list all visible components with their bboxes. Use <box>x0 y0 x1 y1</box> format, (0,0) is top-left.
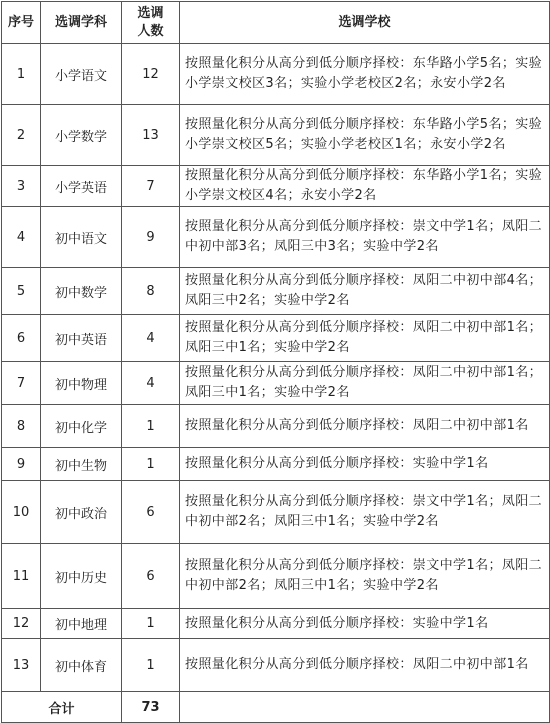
total-row <box>2 692 550 723</box>
row-index: 7 <box>2 362 41 405</box>
row-count: 1 <box>122 405 180 448</box>
row-index: 9 <box>2 448 41 481</box>
row-index: 6 <box>2 315 41 362</box>
row-count: 12 <box>122 44 180 105</box>
header-count <box>122 2 180 44</box>
header-schools: 选调学校 <box>180 2 550 44</box>
row-subject: 初中政治 <box>41 481 122 544</box>
table-row <box>2 362 550 405</box>
row-schools: 按照量化积分从高分到低分顺序择校：凤阳二中初中部4名；凤阳三中2名；实验中学2名 <box>180 268 550 315</box>
row-count: 9 <box>122 207 180 268</box>
row-schools: 按照量化积分从高分到低分顺序择校：东华路小学5名；实验小学崇文校区5名；实验小学老校区1名；永安小学2名 <box>180 105 550 166</box>
row-schools: 按照量化积分从高分到低分顺序择校：崇文中学1名；凤阳二中初中部2名；凤阳三中1名；实验中学2名 <box>180 481 550 544</box>
row-schools: 按照量化积分从高分到低分顺序择校：崇文中学1名；凤阳二中初中部2名；凤阳三中1名；实验中学2名 <box>180 544 550 609</box>
table-row <box>2 639 550 692</box>
row-subject: 初中英语 <box>41 315 122 362</box>
row-index: 10 <box>2 481 41 544</box>
row-count: 1 <box>122 448 180 481</box>
row-index: 4 <box>2 207 41 268</box>
row-subject: 初中化学 <box>41 405 122 448</box>
header-count-line2: 人数 <box>137 23 164 39</box>
row-subject: 小学语文 <box>41 44 122 105</box>
row-index: 3 <box>2 166 41 207</box>
total-empty-cell <box>180 692 550 723</box>
row-schools: 按照量化积分从高分到低分顺序择校：凤阳二中初中部1名；凤阳三中1名；实验中学2名 <box>180 362 550 405</box>
header-index: 序号 <box>2 2 41 44</box>
row-count: 8 <box>122 268 180 315</box>
table-row <box>2 166 550 207</box>
row-count: 1 <box>122 639 180 692</box>
row-count: 4 <box>122 362 180 405</box>
row-count: 6 <box>122 481 180 544</box>
row-count: 4 <box>122 315 180 362</box>
row-schools: 按照量化积分从高分到低分顺序择校：东华路小学1名；实验小学崇文校区4名；永安小学2名 <box>180 166 550 207</box>
selection-table <box>1 1 550 723</box>
row-subject: 小学英语 <box>41 166 122 207</box>
table-row <box>2 405 550 448</box>
row-subject: 初中物理 <box>41 362 122 405</box>
table-row <box>2 105 550 166</box>
table-row <box>2 44 550 105</box>
row-schools: 按照量化积分从高分到低分顺序择校：凤阳二中初中部1名 <box>180 639 550 692</box>
table-row <box>2 544 550 609</box>
row-count: 13 <box>122 105 180 166</box>
table-row <box>2 481 550 544</box>
row-count: 7 <box>122 166 180 207</box>
header-row <box>2 2 550 44</box>
row-count: 6 <box>122 544 180 609</box>
row-schools: 按照量化积分从高分到低分顺序择校：凤阳二中初中部1名；凤阳三中1名；实验中学2名 <box>180 315 550 362</box>
row-subject: 小学数学 <box>41 105 122 166</box>
row-index: 8 <box>2 405 41 448</box>
row-index: 13 <box>2 639 41 692</box>
header-count-line1: 选调 <box>137 5 164 21</box>
table-row <box>2 207 550 268</box>
row-schools: 按照量化积分从高分到低分顺序择校：崇文中学1名；凤阳二中初中部3名；凤阳三中3名；实验中学2名 <box>180 207 550 268</box>
row-schools: 按照量化积分从高分到低分顺序择校：实验中学1名 <box>180 448 550 481</box>
row-subject: 初中体育 <box>41 639 122 692</box>
row-subject: 初中生物 <box>41 448 122 481</box>
row-schools: 按照量化积分从高分到低分顺序择校：东华路小学5名；实验小学崇文校区3名；实验小学老校区2名；永安小学2名 <box>180 44 550 105</box>
row-subject: 初中地理 <box>41 609 122 639</box>
table-row <box>2 315 550 362</box>
total-count: 73 <box>122 692 180 723</box>
row-schools: 按照量化积分从高分到低分顺序择校：凤阳二中初中部1名 <box>180 405 550 448</box>
header-subject: 选调学科 <box>41 2 122 44</box>
row-index: 12 <box>2 609 41 639</box>
table-row <box>2 609 550 639</box>
row-count: 1 <box>122 609 180 639</box>
row-index: 2 <box>2 105 41 166</box>
row-schools: 按照量化积分从高分到低分顺序择校：实验中学1名 <box>180 609 550 639</box>
row-index: 5 <box>2 268 41 315</box>
table-row <box>2 268 550 315</box>
table-row <box>2 448 550 481</box>
total-label: 合计 <box>2 692 122 723</box>
row-index: 1 <box>2 44 41 105</box>
row-subject: 初中语文 <box>41 207 122 268</box>
row-index: 11 <box>2 544 41 609</box>
row-subject: 初中历史 <box>41 544 122 609</box>
row-subject: 初中数学 <box>41 268 122 315</box>
